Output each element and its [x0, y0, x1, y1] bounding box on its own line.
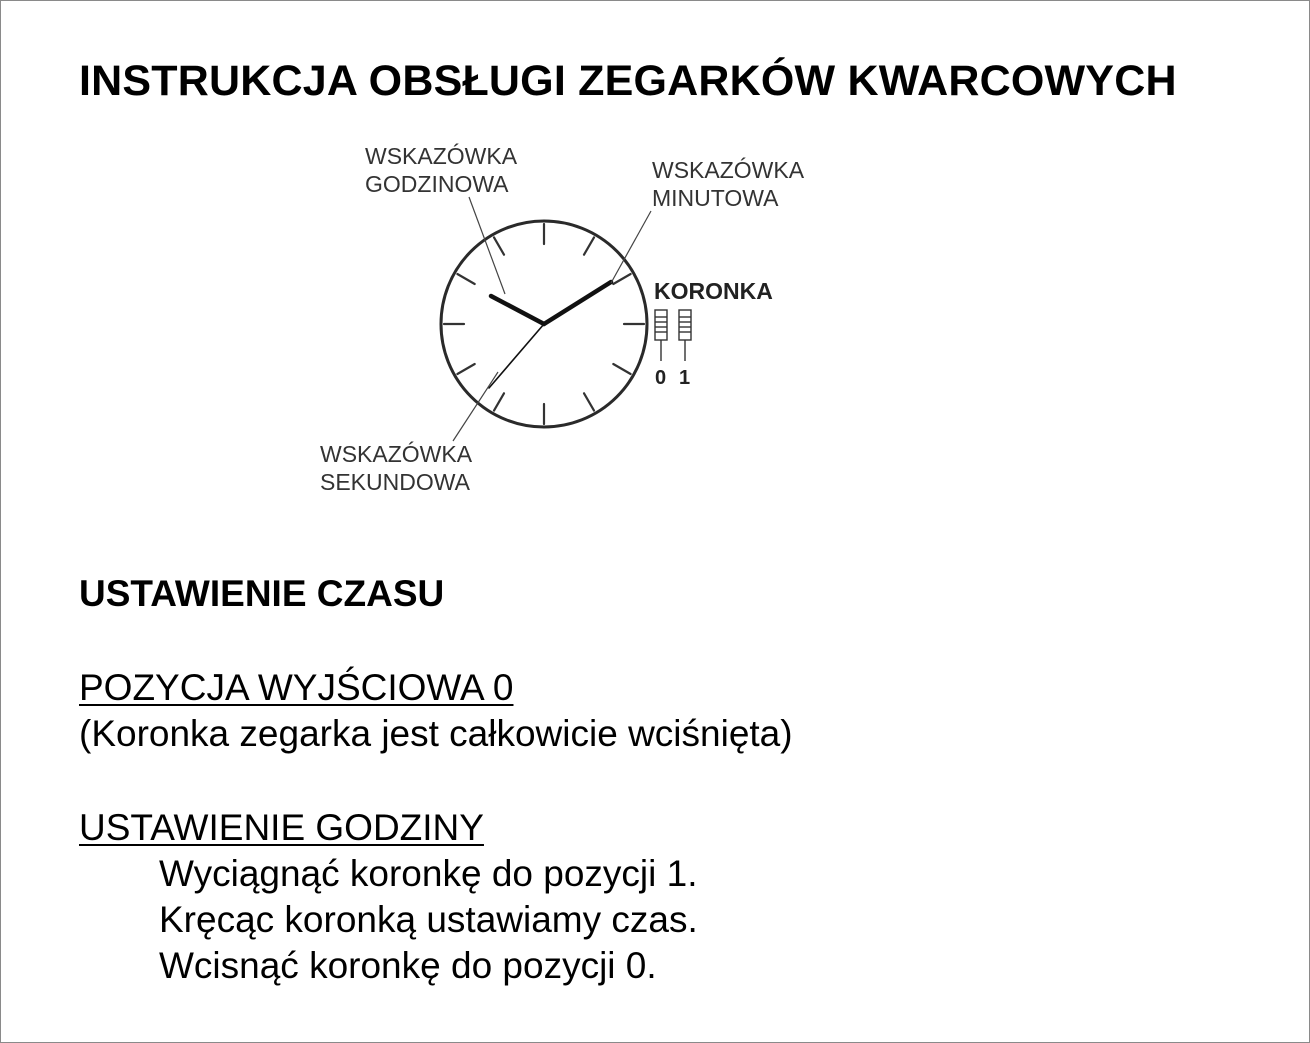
page-title: INSTRUKCJA OBSŁUGI ZEGARKÓW KWARCOWYCH	[79, 57, 1177, 105]
hour-marker	[584, 393, 594, 410]
hour-marker	[613, 364, 630, 374]
crown-position-0-icon	[655, 310, 667, 361]
set-hour-step: Wcisnąć koronkę do pozycji 0.	[159, 945, 657, 986]
hour-hand	[491, 296, 544, 324]
minute-hand	[544, 282, 611, 324]
crown-position-1-icon	[679, 310, 691, 361]
section-heading: USTAWIENIE CZASU	[79, 573, 445, 614]
crown-label: KORONKA	[654, 278, 773, 304]
start-position-title: POZYCJA WYJŚCIOWA 0	[79, 667, 514, 708]
minute-hand-leader	[611, 211, 651, 283]
second-hand	[489, 324, 544, 388]
hour-marker	[494, 237, 504, 254]
set-hour-step: Wyciągnąć koronkę do pozycji 1.	[159, 853, 698, 894]
hour-marker	[457, 274, 474, 284]
set-hour-step: Kręcąc koronką ustawiamy czas.	[159, 899, 698, 940]
set-hour-section	[79, 805, 698, 989]
hour-marker	[584, 237, 594, 254]
second-hand-label: WSKAZÓWKA SEKUNDOWA	[320, 441, 471, 495]
start-position-description: (Koronka zegarka jest całkowicie wciśnięta)	[79, 713, 793, 754]
crown-position-1-label: 1	[679, 367, 691, 389]
hour-marker	[613, 274, 630, 284]
set-hour-title: USTAWIENIE GODZINY	[79, 807, 484, 848]
hour-hand-label: WSKAZÓWKA GODZINOWA	[365, 143, 516, 197]
watch-diagram	[301, 131, 861, 511]
start-position-section	[79, 665, 793, 757]
hour-marker	[457, 364, 474, 374]
hour-marker	[494, 393, 504, 410]
crown-position-0-label: 0	[655, 367, 667, 389]
minute-hand-label: WSKAZÓWKA MINUTOWA	[652, 157, 803, 211]
